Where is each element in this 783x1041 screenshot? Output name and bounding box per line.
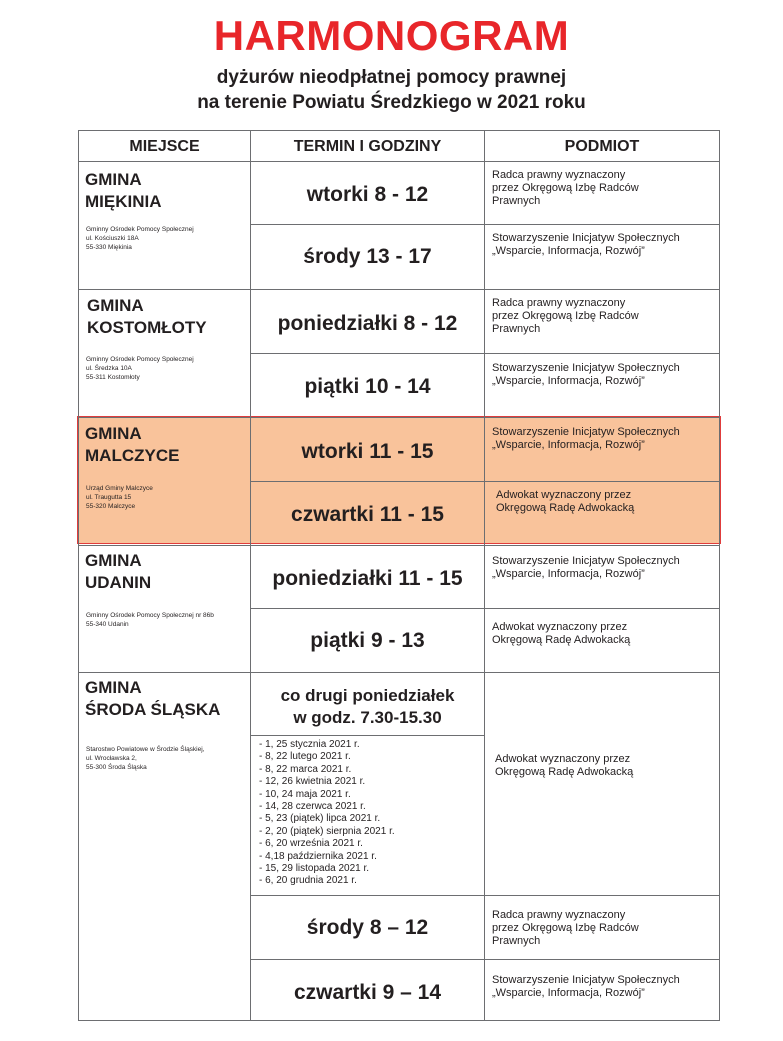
- duty-term: wtorki 8 - 12: [306, 183, 429, 206]
- gmina-name: GMINA MIĘKINIA: [85, 170, 162, 211]
- duty-entity: Stowarzyszenie Inicjatyw Społecznych „Wsparcie, Informacja, Rozwój”: [492, 426, 680, 451]
- slot-divider: [251, 353, 719, 354]
- slot-divider: [251, 224, 719, 225]
- date-list-item: - 12, 26 kwietnia 2021 r.: [259, 776, 366, 788]
- duty-entity: Adwokat wyznaczony przez Okręgową Radę Adwokacką: [496, 489, 635, 514]
- duty-entity: Radca prawny wyznaczony przez Okręgową Izbę Radców Prawnych: [492, 297, 639, 335]
- duty-entity: Radca prawny wyznaczony przez Okręgową Izbę Radców Prawnych: [492, 169, 639, 207]
- gmina-address: Gminny Ośrodek Pomocy Społecznej ul. Kościuszki 18A 55-330 Miękinia: [86, 226, 194, 251]
- gmina-address: Urząd Gminy Malczyce ul. Traugutta 15 55-320 Malczyce: [86, 485, 153, 510]
- row-divider: [79, 545, 719, 546]
- duty-term: piątki 10 - 14: [304, 375, 431, 398]
- duty-term: czwartki 11 - 15: [291, 503, 444, 526]
- biweekly-term: co drugi poniedziałek w godz. 7.30-15.30: [280, 686, 455, 727]
- header-miejsce: MIEJSCE: [129, 138, 200, 155]
- biweekly-date-list: [259, 739, 395, 888]
- date-list-item: - 6, 20 września 2021 r.: [259, 838, 363, 850]
- page-subtitle-line1: dyżurów nieodpłatnej pomocy prawnej: [216, 67, 567, 88]
- gmina-address: Gminny Ośrodek Pomocy Społecznej nr 86b 55-340 Udanin: [86, 612, 214, 628]
- duty-term: wtorki 11 - 15: [301, 440, 434, 463]
- column-divider: [484, 131, 485, 1020]
- page-title: HARMONOGRAM: [213, 12, 570, 59]
- date-list-item: - 1, 25 stycznia 2021 r.: [259, 739, 360, 750]
- duty-entity: Stowarzyszenie Inicjatyw Społecznych „Wsparcie, Informacja, Rozwój”: [492, 362, 680, 387]
- date-list-item: - 14, 28 czerwca 2021 r.: [259, 801, 366, 813]
- page-subtitle-line2: na terenie Powiatu Średzkiego w 2021 roku: [197, 92, 586, 113]
- date-list-item: - 6, 20 grudnia 2021 r.: [259, 875, 357, 887]
- gmina-name: GMINA ŚRODA ŚLĄSKA: [85, 678, 221, 719]
- row-divider: [79, 672, 719, 673]
- duty-entity: Adwokat wyznaczony przez Okręgową Radę Adwokacką: [492, 621, 631, 646]
- date-list-item: - 4,18 października 2021 r.: [259, 850, 377, 862]
- date-list-item: - 5, 23 (piątek) lipca 2021 r.: [259, 813, 381, 825]
- slot-divider: [251, 895, 719, 896]
- duty-entity: Radca prawny wyznaczony przez Okręgową Izbę Radców Prawnych: [492, 909, 639, 947]
- duty-entity: Stowarzyszenie Inicjatyw Społecznych „Wsparcie, Informacja, Rozwój”: [492, 555, 680, 580]
- duty-term: czwartki 9 – 14: [293, 981, 442, 1004]
- header-termin: TERMIN I GODZINY: [293, 138, 442, 155]
- date-list-item: - 10, 24 maja 2021 r.: [259, 788, 351, 800]
- schedule-table: [78, 130, 720, 1021]
- header-podmiot: PODMIOT: [564, 138, 640, 155]
- row-divider: [79, 161, 719, 162]
- date-list-item: - 8, 22 marca 2021 r.: [259, 763, 352, 775]
- duty-term: poniedziałki 11 - 15: [272, 567, 463, 590]
- date-list-item: - 2, 20 (piątek) sierpnia 2021 r.: [259, 825, 395, 837]
- gmina-name: GMINA UDANIN: [85, 551, 152, 592]
- duty-term: środy 13 - 17: [303, 245, 432, 268]
- slot-divider: [251, 959, 719, 960]
- gmina-name: GMINA KOSTOMŁOTY: [87, 296, 207, 337]
- row-divider: [79, 417, 719, 418]
- slot-divider: [251, 608, 719, 609]
- slot-divider: [251, 735, 484, 736]
- date-list-item: - 15, 29 listopada 2021 r.: [259, 863, 370, 875]
- row-divider: [79, 289, 719, 290]
- date-list-item: - 8, 22 lutego 2021 r.: [259, 751, 351, 763]
- duty-entity: Stowarzyszenie Inicjatyw Społecznych „Wsparcie, Informacja, Rozwój”: [492, 974, 680, 999]
- gmina-address: Gminny Ośrodek Pomocy Społecznej ul. Średzka 10A 55-311 Kostomłoty: [86, 356, 194, 381]
- duty-entity: Stowarzyszenie Inicjatyw Społecznych „Wsparcie, Informacja, Rozwój”: [492, 232, 680, 257]
- duty-term: środy 8 – 12: [306, 916, 429, 939]
- gmina-address: Starostwo Powiatowe w Środzie Śląskiej, ul. Wrocławska 2, 55-300 Środa Śląska: [86, 746, 205, 771]
- duty-term: piątki 9 - 13: [310, 629, 425, 652]
- duty-entity: Adwokat wyznaczony przez Okręgową Radę Adwokacką: [495, 753, 634, 778]
- gmina-name: GMINA MALCZYCE: [85, 424, 180, 465]
- slot-divider: [251, 481, 719, 482]
- duty-term: poniedziałki 8 - 12: [277, 312, 458, 335]
